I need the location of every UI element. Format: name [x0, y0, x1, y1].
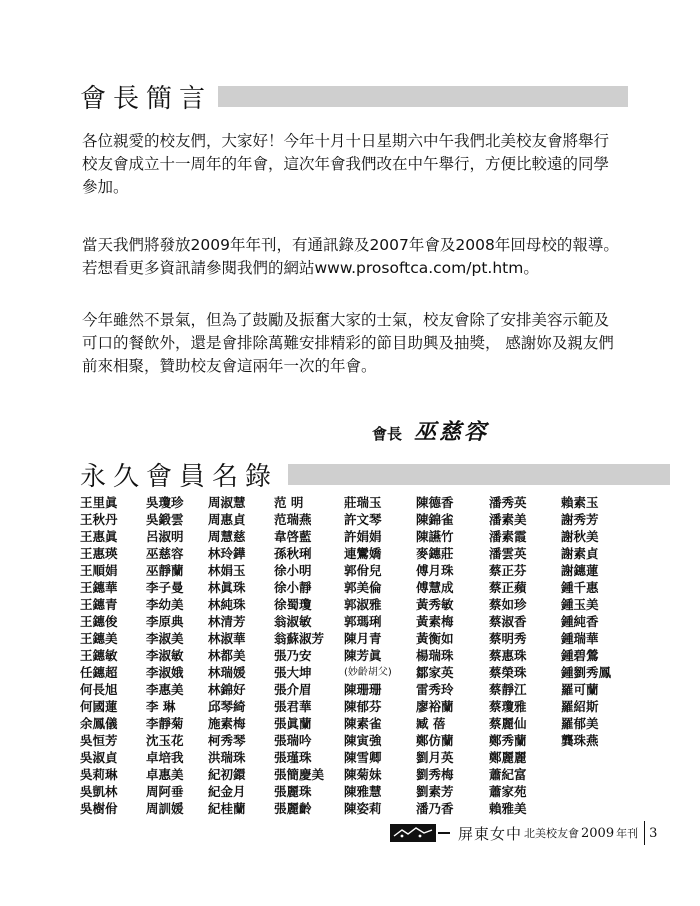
member-name: 潘素霞 — [489, 529, 527, 544]
member-name: 許文琴 — [344, 512, 382, 527]
member-column — [274, 494, 352, 817]
member-name: 張瑞吟 — [274, 733, 312, 748]
member-name: 張麗齡 — [274, 801, 312, 816]
member-name: 呂淑明 — [146, 529, 184, 544]
member-column — [489, 494, 567, 817]
member-name: 陳素雀 — [344, 716, 382, 731]
member-name: 柯秀琴 — [208, 733, 246, 748]
member-name: 潘雲英 — [489, 546, 527, 561]
member-name: 張眞蘭 — [274, 716, 312, 731]
member-name: 何國蓮 — [80, 699, 118, 714]
footer-subtitle: 北美校友會 — [524, 827, 580, 840]
member-name: 范 明 — [274, 495, 304, 510]
member-name: 郭淑雅 — [344, 597, 382, 612]
member-name: 鄭秀蘭 — [489, 733, 527, 748]
member-name: 吳凱林 — [80, 784, 118, 799]
member-name: 楊瑞珠 — [416, 648, 454, 663]
member-name: 劉秀梅 — [416, 767, 454, 782]
member-name: 林純珠 — [208, 597, 246, 612]
member-name: 卓惠美 — [146, 767, 184, 782]
member-name: 紀初鐶 — [208, 767, 246, 782]
message-paragraph-3: 今年雖然不景氣，但為了鼓勵及振奮大家的士氣，校友會除了安排美容示範及可口的餐飲外，還是會排除萬難安排精彩的節目助興及抽獎， 感謝妳及親友們前來相聚，贊助校友會這兩年一次的年會。 — [82, 311, 614, 375]
member-name: 紀金月 — [208, 784, 246, 799]
member-name: 張大坤 — [274, 665, 312, 680]
member-name: 張君華 — [274, 699, 312, 714]
member-column — [344, 494, 422, 817]
member-name: 蔡麗仙 — [489, 716, 527, 731]
member-name: 賴素玉 — [561, 495, 599, 510]
member-name: 張介眉 — [274, 682, 312, 697]
member-name: 黃衡如 — [416, 631, 454, 646]
member-name: 羅紹斯 — [561, 699, 599, 714]
member-name: 李淑敏 — [146, 648, 184, 663]
member-name: 吳瓊珍 — [146, 495, 184, 510]
member-name: 蔡正蘋 — [489, 580, 527, 595]
member-name: 郭瑪琍 — [344, 614, 382, 629]
member-name: 李原典 — [146, 614, 184, 629]
member-name: 王順娟 — [80, 563, 118, 578]
member-name: 李子曼 — [146, 580, 184, 595]
message-paragraph-2: 當天我們將發放2009年年刊，有通訊錄及2007年會及2008年回母校的報導。若想看更多資訊請參閱我們的網站www.prosoftca.com/pt.htm。 — [82, 236, 619, 277]
member-name: 王鏸青 — [80, 597, 118, 612]
member-name: 林娟玉 — [208, 563, 246, 578]
member-name: 張麗珠 — [274, 784, 312, 799]
member-name: 雷秀玲 — [416, 682, 454, 697]
member-name: 邱琴綺 — [208, 699, 246, 714]
footer — [390, 821, 657, 845]
member-name: 李靜菊 — [146, 716, 184, 731]
member-name: 麥鏸莊 — [416, 546, 454, 561]
member-name: 陳菊妹 — [344, 767, 382, 782]
member-name: 鍾玉美 — [561, 597, 599, 612]
member-name: 李淑美 — [146, 631, 184, 646]
member-name: 李惠美 — [146, 682, 184, 697]
member-name: 蔡榮珠 — [489, 665, 527, 680]
member-name: 林玲鏵 — [208, 546, 246, 561]
signature-title: 會長 — [372, 425, 403, 443]
member-name: 林眞珠 — [208, 580, 246, 595]
member-name: 劉素芳 — [416, 784, 454, 799]
member-name: 羅可蘭 — [561, 682, 599, 697]
footer-year: 2009 — [581, 825, 615, 841]
member-name: 任鏸超 — [80, 665, 118, 680]
member-name: 陳寅強 — [344, 733, 382, 748]
member-name: 韋啓藍 — [274, 529, 312, 544]
member-name: 傅月珠 — [416, 563, 454, 578]
member-name: 羅郁美 — [561, 716, 599, 731]
member-name: 周慧慈 — [208, 529, 246, 544]
member-name: 王惠眞 — [80, 529, 118, 544]
member-name: 林都美 — [208, 648, 246, 663]
member-name: 鍾千惠 — [561, 580, 599, 595]
member-name: 謝素貞 — [561, 546, 599, 561]
member-name: 林淑華 — [208, 631, 246, 646]
heading-bar — [288, 464, 670, 485]
member-name: 陳雅慧 — [344, 784, 382, 799]
member-name: 劉月英 — [416, 750, 454, 765]
member-name: 林錦好 — [208, 682, 246, 697]
member-name: 臧 蓓 — [416, 716, 446, 731]
member-name: 張瑾珠 — [274, 750, 312, 765]
member-name: 王里眞 — [80, 495, 118, 510]
member-name: 施素梅 — [208, 716, 246, 731]
signature — [372, 415, 489, 446]
member-name: 廖裕蘭 — [416, 699, 454, 714]
member-name: 沈玉花 — [146, 733, 184, 748]
member-name: 巫靜蘭 — [146, 563, 184, 578]
member-name: 陳雪卿 — [344, 750, 382, 765]
member-name: 傅慧成 — [416, 580, 454, 595]
member-name: 鄭麗麗 — [489, 750, 527, 765]
member-name: 陳姿莉 — [344, 801, 382, 816]
member-name: 范瑞燕 — [274, 512, 312, 527]
page-number: 3 — [649, 825, 658, 841]
member-name: 潘秀英 — [489, 495, 527, 510]
member-name: 翁蘇淑芳 — [274, 631, 325, 646]
member-name: (妙齡胡父) — [344, 667, 392, 678]
member-name: 周淑慧 — [208, 495, 246, 510]
member-name: 賴雅美 — [489, 801, 527, 816]
member-name: 陳德香 — [416, 495, 454, 510]
member-name: 潘乃香 — [416, 801, 454, 816]
member-name: 何長旭 — [80, 682, 118, 697]
signature-name: 巫慈容 — [414, 419, 490, 445]
member-name: 鍾瑞華 — [561, 631, 599, 646]
member-name: 鍾劉秀鳳 — [561, 665, 612, 680]
message-paragraph-1: 各位親愛的校友們，大家好！今年十月十日星期六中午我們北美校友會將舉行校友會成立十一周年的年會，這次年會我們改在中午舉行，方便比較遠的同學參加。 — [82, 132, 610, 196]
member-name: 巫慈容 — [146, 546, 184, 561]
member-name: 蕭家苑 — [489, 784, 527, 799]
member-name: 林瑞媛 — [208, 665, 246, 680]
member-name: 王鏸敏 — [80, 648, 118, 663]
member-name: 孫秋琍 — [274, 546, 312, 561]
footer-yearbook: 年刊 — [616, 827, 639, 840]
president-message-heading: 會長簡言 — [80, 84, 213, 114]
member-name: 李 琳 — [146, 699, 176, 714]
member-name: 陳芳眞 — [344, 648, 382, 663]
member-name: 吳鍛雲 — [146, 512, 184, 527]
member-name: 陳讌竹 — [416, 529, 454, 544]
member-name: 蔡淑香 — [489, 614, 527, 629]
member-name: 李淑娥 — [146, 665, 184, 680]
member-name: 徐小明 — [274, 563, 312, 578]
footer-school: 屏東女中 — [458, 824, 523, 843]
member-name: 王惠瑛 — [80, 546, 118, 561]
member-name: 林清芳 — [208, 614, 246, 629]
members-header — [80, 456, 670, 493]
member-name: 李幼美 — [146, 597, 184, 612]
footer-separator — [644, 821, 645, 845]
member-name: 紀桂蘭 — [208, 801, 246, 816]
heading-bar — [218, 86, 628, 107]
member-name: 陳郁芬 — [344, 699, 382, 714]
footer-rule — [438, 832, 450, 834]
member-name: 蔡靜江 — [489, 682, 527, 697]
member-name: 陳錦雀 — [416, 512, 454, 527]
member-name: 鍾碧鶯 — [561, 648, 599, 663]
member-list — [80, 494, 620, 824]
member-name: 吳樹佾 — [80, 801, 118, 816]
member-name: 徐小靜 — [274, 580, 312, 595]
member-name: 蔡明秀 — [489, 631, 527, 646]
members-heading: 永久會員名錄 — [80, 462, 279, 492]
member-name: 謝鏸蓮 — [561, 563, 599, 578]
member-name: 謝秋美 — [561, 529, 599, 544]
member-name: 郭美倫 — [344, 580, 382, 595]
member-name: 陳珊珊 — [344, 682, 382, 697]
member-name: 卓培我 — [146, 750, 184, 765]
member-name: 吳恒芳 — [80, 733, 118, 748]
member-name: 郭佾兒 — [344, 563, 382, 578]
member-name: 鄭仿蘭 — [416, 733, 454, 748]
member-name: 王鏸美 — [80, 631, 118, 646]
member-name: 謝秀芳 — [561, 512, 599, 527]
member-name: 吳淑貞 — [80, 750, 118, 765]
member-name: 龔珠燕 — [561, 733, 599, 748]
member-name: 黃素梅 — [416, 614, 454, 629]
member-name: 潘素美 — [489, 512, 527, 527]
member-name: 蔡正芬 — [489, 563, 527, 578]
member-name: 陳月青 — [344, 631, 382, 646]
member-name: 張乃安 — [274, 648, 312, 663]
member-name: 連鸞嬌 — [344, 546, 382, 561]
member-name: 張簡慶美 — [274, 767, 325, 782]
member-name: 鍾純香 — [561, 614, 599, 629]
member-name: 周訓媛 — [146, 801, 184, 816]
member-name: 蔡瓊雅 — [489, 699, 527, 714]
member-name: 王秋丹 — [80, 512, 118, 527]
member-name: 王鏸華 — [80, 580, 118, 595]
member-column — [416, 494, 494, 817]
member-name: 徐蜀瓊 — [274, 597, 312, 612]
member-name: 鄒家英 — [416, 665, 454, 680]
member-name: 黃秀敏 — [416, 597, 454, 612]
member-name: 蔡如珍 — [489, 597, 527, 612]
member-name: 周惠貞 — [208, 512, 246, 527]
member-name: 莊瑞玉 — [344, 495, 382, 510]
president-message-header — [80, 78, 628, 115]
member-name: 翁淑敏 — [274, 614, 312, 629]
member-name: 蕭紀富 — [489, 767, 527, 782]
member-name: 蔡惠珠 — [489, 648, 527, 663]
school-logo-icon — [390, 824, 436, 842]
member-name: 余鳳儀 — [80, 716, 118, 731]
member-name: 王鏸俊 — [80, 614, 118, 629]
member-name: 吳莉琳 — [80, 767, 118, 782]
member-name: 周阿垂 — [146, 784, 184, 799]
member-name: 許娟娟 — [344, 529, 382, 544]
member-column — [561, 494, 639, 749]
member-name: 洪瑞珠 — [208, 750, 246, 765]
